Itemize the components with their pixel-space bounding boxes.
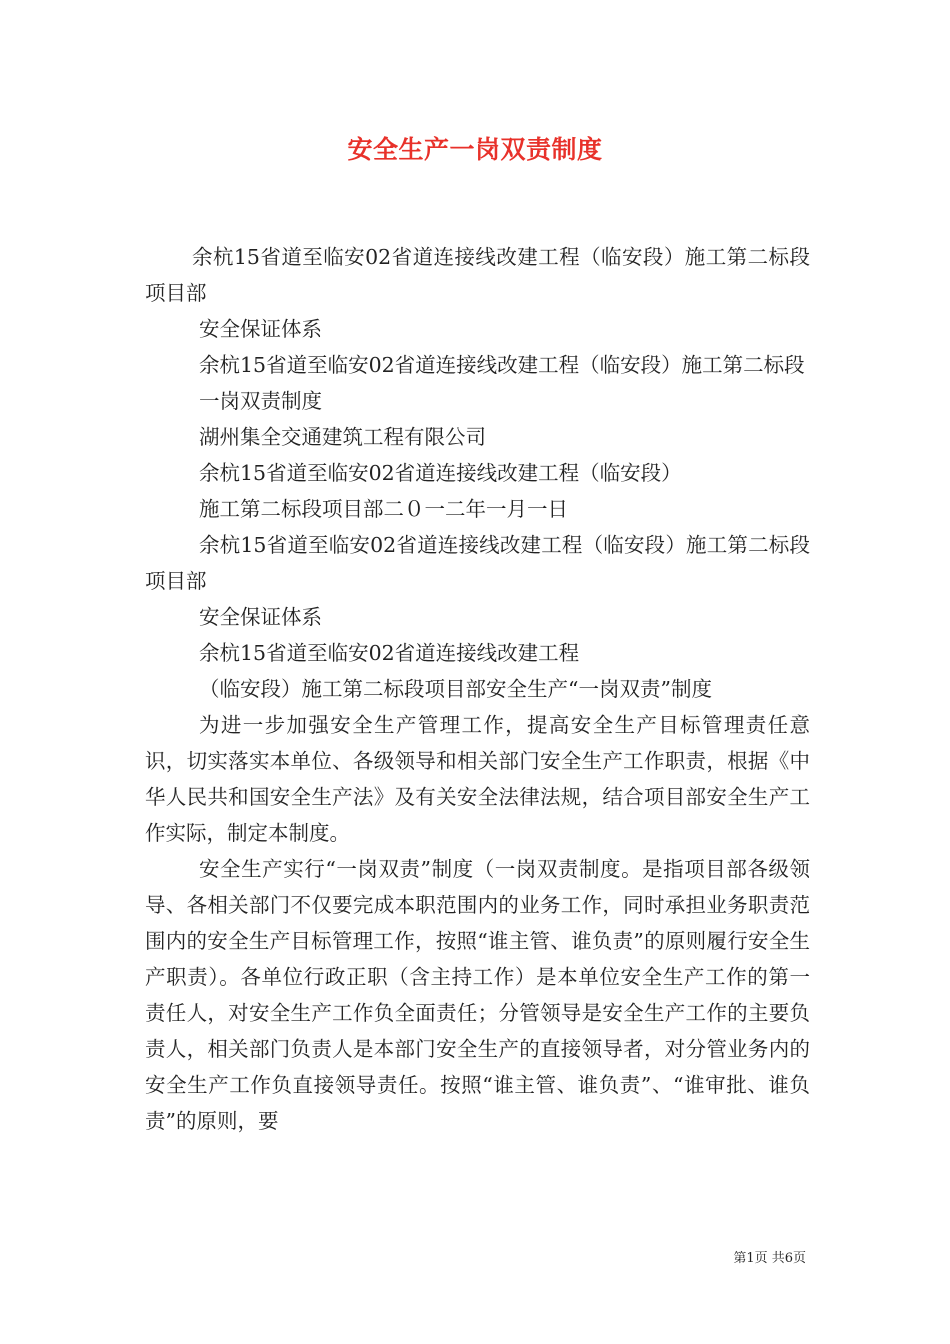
paragraph-safety-system-1: 安全保证体系 (199, 317, 322, 341)
paragraph-project-dept-1: 余杭15省道至临安02省道连接线改建工程（临安段）施工第二标段项目部 (145, 245, 810, 305)
paragraph-project-section: 余杭15省道至临安02省道连接线改建工程（临安段）施工第二标段 (199, 353, 805, 377)
page-number: 第1页 共6页 (733, 1251, 806, 1266)
paragraph-safety-system-2: 安全保证体系 (199, 605, 322, 629)
document-title: 安全生产一岗双责制度 (347, 135, 603, 164)
paragraph-system-title: （临安段）施工第二标段项目部安全生产“一岗双责”制度 (199, 677, 712, 701)
paragraph-date: 施工第二标段项目部二０一二年一月一日 (199, 497, 568, 521)
document-body (145, 239, 810, 1139)
paragraph-project-name: 余杭15省道至临安02省道连接线改建工程（临安段） (199, 461, 682, 485)
paragraph-purpose: 为进一步加强安全生产管理工作，提高安全生产目标管理责任意识，切实落实本单位、各级领导和相关部门安全生产工作职责，根据《中华人民共和国安全生产法》及有关安全法律法规，结合项目部安全生产工作实际，制定本制度。 (145, 713, 810, 845)
paragraph-project-dept-2: 余杭15省道至临安02省道连接线改建工程（临安段）施工第二标段项目部 (145, 533, 810, 593)
paragraph-definition: 安全生产实行“一岗双责”制度（一岗双责制度。是指项目部各级领导、各相关部门不仅要完成本职范围内的业务工作，同时承担业务职责范围内的安全生产目标管理工作，按照“谁主管、谁负责”的原则履行安全生产职责）。各单位行政正职（含主持工作）是本单位安全生产工作的第一责任人，对安全生产工作负全面责任；分管领导是安全生产工作的主要负责人，相关部门负责人是本部门安全生产的直接领导者，对分管业务内的安全生产工作负直接领导责任。按照“谁主管、谁负责”、“谁审批、谁负责”的原则，要 (145, 857, 810, 1133)
paragraph-doc-name: 一岗双责制度 (199, 389, 322, 413)
paragraph-company: 湖州集全交通建筑工程有限公司 (199, 425, 486, 449)
paragraph-project-name-2: 余杭15省道至临安02省道连接线改建工程 (199, 641, 580, 665)
